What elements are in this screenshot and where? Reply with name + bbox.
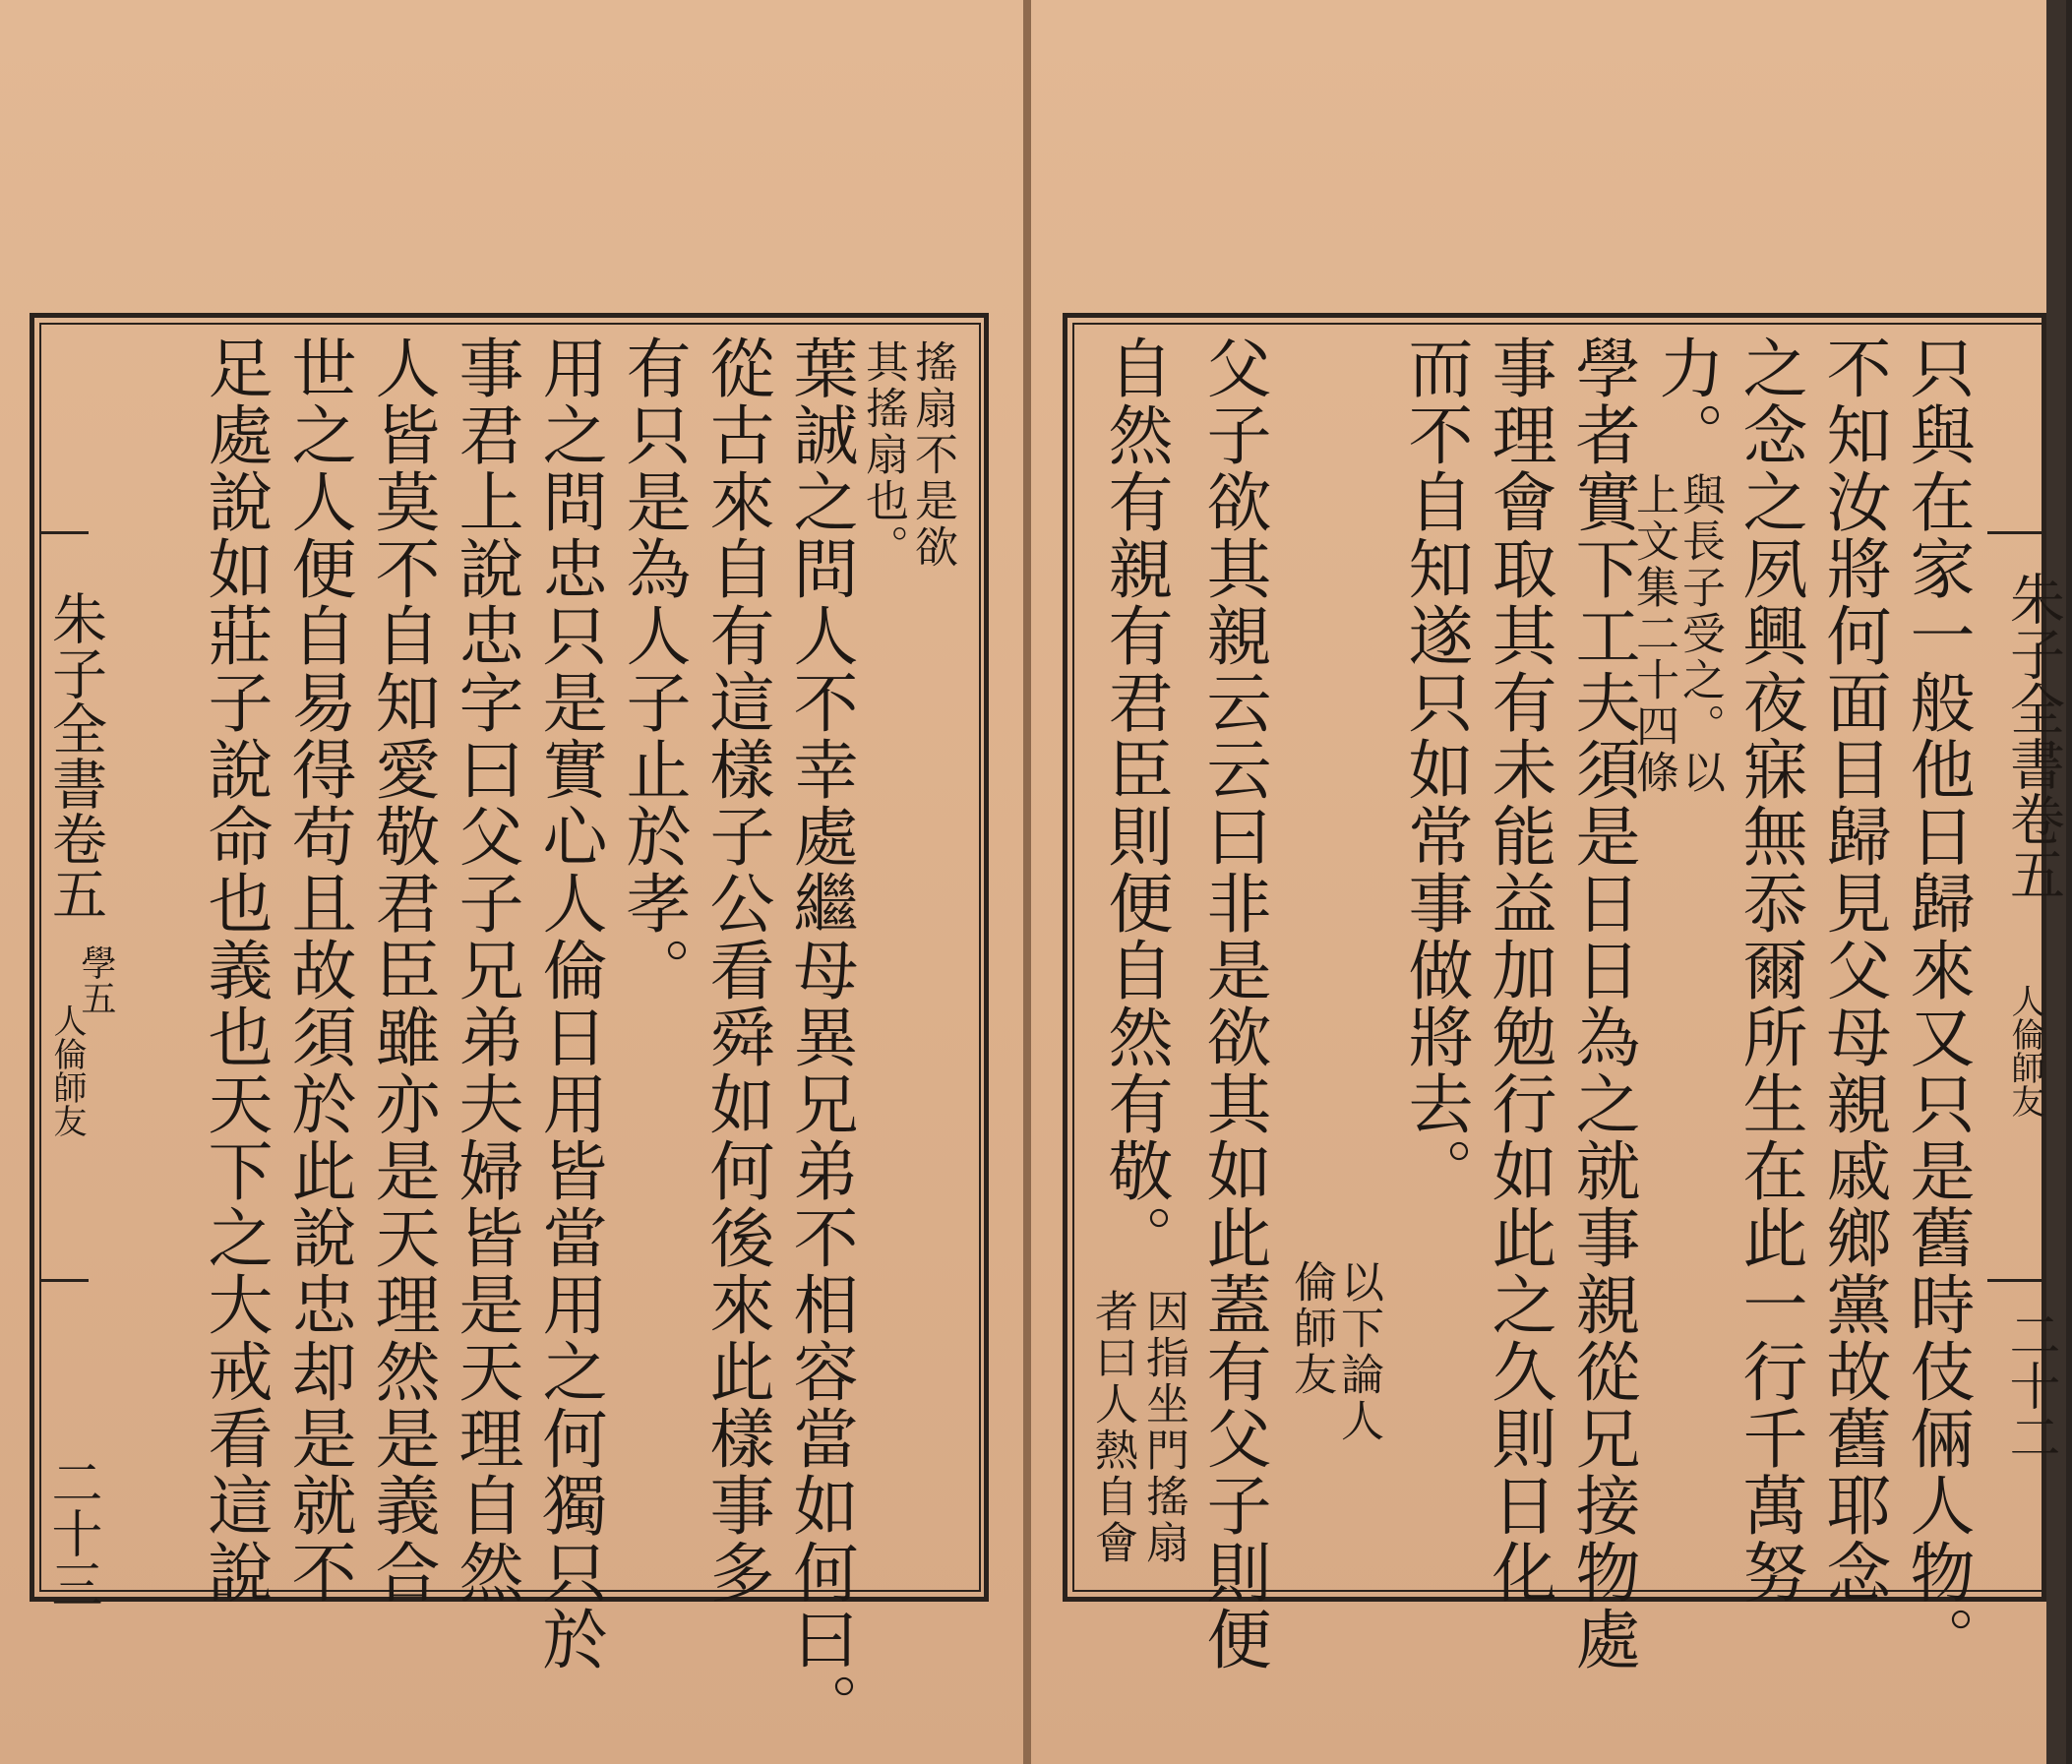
note-line: 其搖扇也。 [858,339,908,571]
text-column: 世之人便自易得苟且故須於此說忠却是就不 [280,335,356,1606]
margin-subsection: 人倫師友 [47,1004,87,1137]
margin-folio: 二十三 [42,1456,101,1610]
note-line: 以下論人 [1333,1259,1383,1444]
text-column: 之念之夙興夜寐無忝爾所生在此一行千萬努 [1732,335,1807,1606]
text-column: 而不自知遂只如常事做將去。 [1397,335,1473,1204]
book-spine [1023,0,1031,1764]
note-column [1087,1289,1137,1584]
margin-title: 朱子全書卷五 [2001,571,2065,901]
note-column [1138,1289,1188,1584]
text-column: 力。 [1648,335,1724,468]
text-column: 足處說如莊子說命也義也天下之大戒看這說 [197,335,273,1606]
margin-folio: 二十二 [2000,1308,2059,1462]
margin-rule [1987,531,2042,534]
margin-title: 朱子全書卷五 [43,590,107,921]
note-line: 者曰人熱自會 [1087,1289,1137,1566]
text-column: 從古來自有這樣子公看舜如何後來此樣事多 [699,335,774,1606]
margin-section: 學五 [76,944,116,1015]
note-column [858,339,908,1589]
text-column: 有只是為人子止於孝。 [615,335,691,1004]
note-column [1675,472,1725,1063]
text-column: 用之問忠只是實心人倫日用皆當用之何獨只於 [531,335,607,1673]
text-column: 事理會取其有未能益加勉行如此之久則日化 [1481,335,1556,1606]
margin-rule [39,1279,89,1282]
note-line: 倫師友 [1286,1259,1336,1398]
note-line: 上文集二十四條 [1628,472,1678,796]
text-column: 自然有親有君臣則便自然有敬。 [1097,335,1173,1271]
note-line: 因指坐門搖扇 [1138,1289,1188,1566]
text-column: 父子欲其親云云曰非是欲其如此蓋有父子則便 [1195,335,1271,1673]
text-column: 葉誠之問人不幸處繼母異兄弟不相容當如何曰。 [782,335,858,1739]
note-column [1333,1259,1383,1584]
text-column: 學者實下工夫須是日日為之就事親從兄接物處 [1564,335,1640,1673]
note-column [1286,1259,1336,1584]
text-column: 事君上說忠字曰父子兄弟夫婦皆是天理自然 [448,335,523,1606]
text-column: 人皆莫不自知愛敬君臣雖亦是天理然是義合 [364,335,440,1606]
margin-rule [39,531,89,534]
note-line: 與長子受之。以 [1675,472,1725,796]
margin-subsection: 人倫師友 [2005,984,2044,1118]
text-column: 不知汝將何面目歸見父母親戚鄉黨故舊耶念 [1815,335,1891,1606]
margin-rule [1987,1279,2042,1282]
text-column: 只與在家一般他日歸來又只是舊時伎倆人物。 [1899,335,1975,1673]
note-line: 搖扇不是欲 [907,339,957,571]
note-column [907,339,957,1589]
